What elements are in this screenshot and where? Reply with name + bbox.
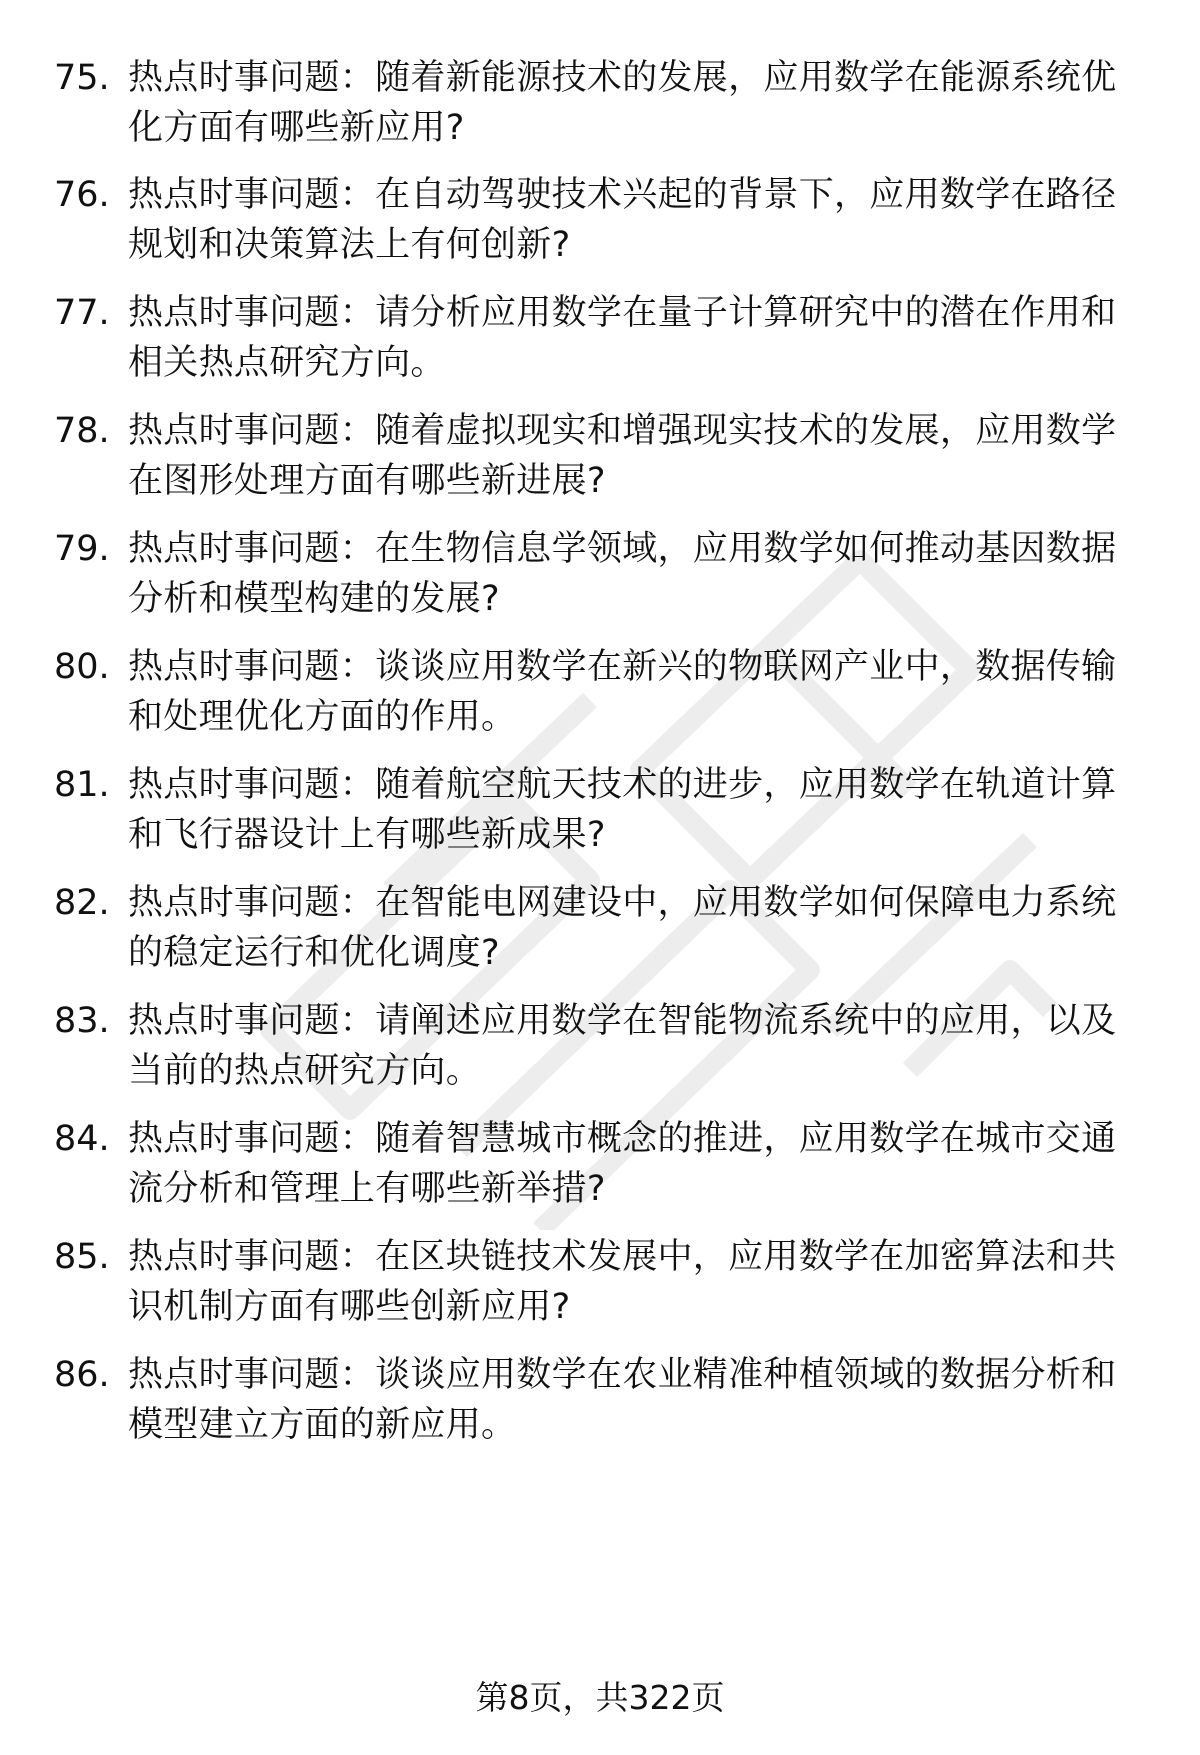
question-number: 84. [54, 1119, 110, 1159]
list-item [0, 288, 1200, 398]
question-number: 86. [54, 1355, 110, 1395]
question-text: 热点时事问题：请分析应用数学在量子计算研究中的潜在作用和相关热点研究方向。 [128, 293, 1117, 383]
question-text: 热点时事问题：谈谈应用数学在农业精准种植领域的数据分析和模型建立方面的新应用。 [128, 1355, 1117, 1445]
list-item [0, 524, 1200, 634]
question-text: 热点时事问题：在生物信息学领域，应用数学如何推动基因数据分析和模型构建的发展? [128, 529, 1117, 619]
question-text: 热点时事问题：在自动驾驶技术兴起的背景下，应用数学在路径规划和决策算法上有何创新? [128, 175, 1117, 265]
question-number: 75. [54, 58, 110, 98]
list-item [0, 996, 1200, 1106]
question-number: 81. [54, 765, 110, 805]
question-number: 79. [54, 529, 110, 569]
list-item [0, 642, 1200, 752]
question-text: 热点时事问题：随着航空航天技术的进步，应用数学在轨道计算和飞行器设计上有哪些新成果? [128, 765, 1117, 855]
question-text: 热点时事问题：请阐述应用数学在智能物流系统中的应用，以及当前的热点研究方向。 [128, 1001, 1117, 1091]
page-footer [0, 1676, 1200, 1720]
question-number: 76. [54, 175, 110, 215]
list-item [0, 406, 1200, 516]
list-item [0, 878, 1200, 988]
question-text: 热点时事问题：在智能电网建设中，应用数学如何保障电力系统的稳定运行和优化调度? [128, 883, 1117, 973]
question-number: 82. [54, 883, 110, 923]
question-number: 85. [54, 1237, 110, 1277]
question-number: 77. [54, 293, 110, 333]
question-text: 热点时事问题：谈谈应用数学在新兴的物联网产业中，数据传输和处理优化方面的作用。 [128, 647, 1117, 737]
page-number-label: 第8页，共322页 [475, 1678, 725, 1717]
question-number: 83. [54, 1001, 110, 1041]
question-number: 80. [54, 647, 110, 687]
question-text: 热点时事问题：随着新能源技术的发展，应用数学在能源系统优化方面有哪些新应用? [128, 58, 1117, 148]
list-item [0, 53, 1200, 163]
list-item [0, 760, 1200, 870]
question-text: 热点时事问题：随着虚拟现实和增强现实技术的发展，应用数学在图形处理方面有哪些新进展? [128, 411, 1117, 501]
question-text: 热点时事问题：随着智慧城市概念的推进，应用数学在城市交通流分析和管理上有哪些新举措? [128, 1119, 1117, 1209]
list-item [0, 1114, 1200, 1224]
list-item [0, 170, 1200, 280]
question-number: 78. [54, 411, 110, 451]
question-text: 热点时事问题：在区块链技术发展中，应用数学在加密算法和共识机制方面有哪些创新应用? [128, 1237, 1117, 1327]
list-item [0, 1350, 1200, 1460]
list-item [0, 1232, 1200, 1342]
